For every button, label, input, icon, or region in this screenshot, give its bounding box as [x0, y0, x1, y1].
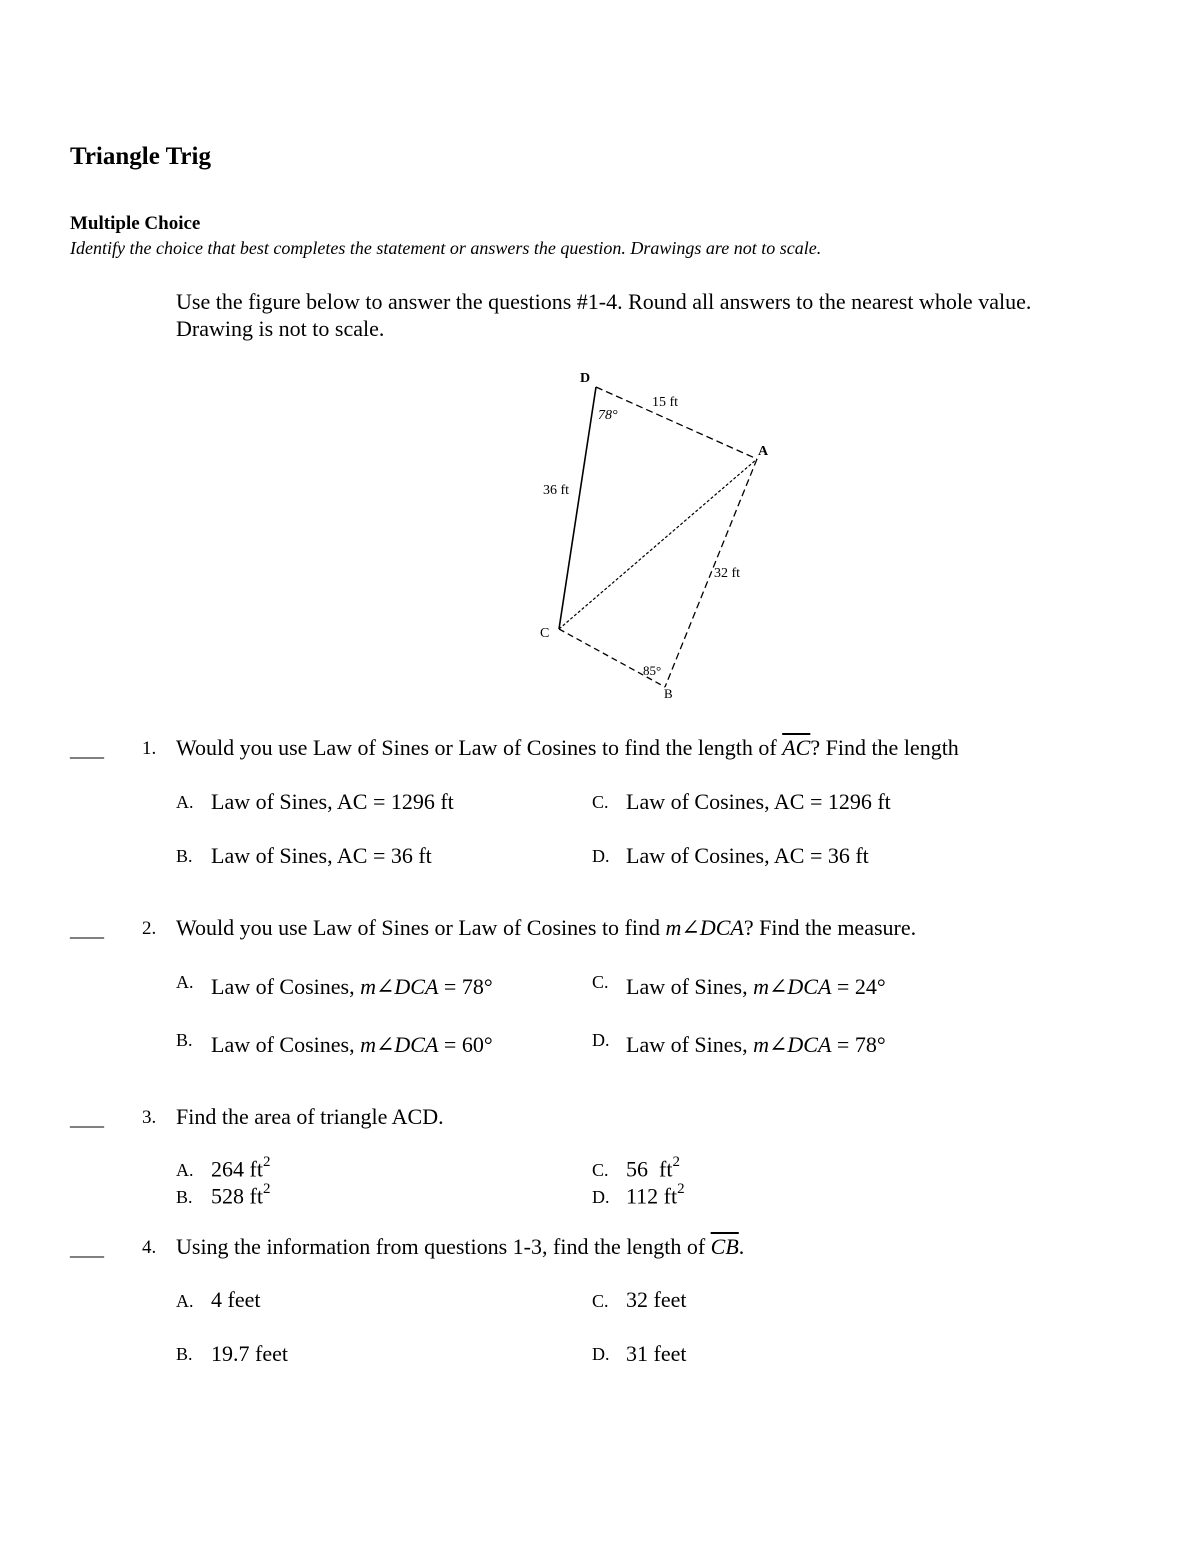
side-ab-label: 32 ft — [714, 566, 741, 581]
answer-blank-3[interactable]: ____ — [70, 1108, 102, 1130]
side-ab — [665, 459, 757, 687]
choice-text: Law of Cosines, AC = 1296 ft — [626, 789, 891, 814]
side-cb — [559, 629, 665, 687]
angle-dca: m∠DCA — [665, 915, 744, 940]
choice-text: 31 feet — [626, 1341, 687, 1366]
question-number: 4. — [142, 1237, 157, 1258]
choice-letter: D. — [592, 1344, 610, 1364]
choice-letter: A. — [176, 972, 194, 992]
question-number: 3. — [142, 1107, 157, 1128]
choice-letter: B. — [176, 846, 193, 866]
choice-letter: D. — [592, 1187, 610, 1207]
choice-letter: A. — [176, 1160, 194, 1180]
choice-text: Law of Sines, m∠DCA = 78° — [626, 1032, 886, 1057]
choice-letter: B. — [176, 1030, 193, 1050]
side-ca — [559, 459, 757, 629]
choice-text: Law of Sines, AC = 1296 ft — [211, 789, 454, 814]
choice-letter: C. — [592, 1160, 609, 1180]
choice-text: Law of Sines, m∠DCA = 24° — [626, 974, 886, 999]
answer-blank-4[interactable]: ____ — [70, 1238, 102, 1260]
side-dc — [559, 387, 596, 629]
choice-text: 264 $ft^2$ — [211, 1154, 271, 1182]
choice-text: Law of Cosines, m∠DCA = 78° — [211, 974, 493, 999]
choice-letter: A. — [176, 792, 194, 812]
vertex-a-label: A — [758, 444, 769, 459]
choice-text: Law of Cosines, AC = 36 ft — [626, 843, 869, 868]
intro-line-2: Drawing is not to scale. — [176, 316, 385, 341]
choice-text: 56 $ft^2$ — [626, 1154, 680, 1182]
question-number: 2. — [142, 918, 157, 939]
choice-text: 19.7 feet — [211, 1341, 288, 1366]
choice-text: Law of Sines, AC = 36 ft — [211, 843, 432, 868]
choice-letter: D. — [592, 1030, 610, 1050]
vertex-b-label: B — [664, 686, 673, 701]
choice-letter: A. — [176, 1291, 194, 1311]
choice-text: 4 feet — [211, 1287, 261, 1312]
angle-b-label: 85° — [643, 663, 662, 678]
vertex-d-label: D — [580, 371, 591, 386]
answer-blank-1[interactable]: ____ — [70, 739, 102, 761]
angle-d-label: 78° — [598, 408, 618, 423]
choice-letter: B. — [176, 1187, 193, 1207]
section-heading: Multiple Choice — [70, 213, 201, 234]
instructions: Identify the choice that best completes the statement or answers the question. Drawings are not to scale. — [70, 238, 822, 258]
choice-letter: C. — [592, 792, 609, 812]
choice-text: 528 $ft^2$ — [211, 1181, 271, 1209]
answer-blank-2[interactable]: ____ — [70, 919, 102, 941]
choice-text: 112 $ft^2$ — [626, 1181, 685, 1209]
question-2-text: Would you use Law of Sines or Law of Cosines to find m∠DCA? Find the measure. — [176, 915, 917, 940]
choice-letter: D. — [592, 846, 610, 866]
question-number: 1. — [142, 738, 157, 759]
question-4-text: Using the information from questions 1-3, find the length of $\overline{CB}$. — [176, 1234, 745, 1259]
vertex-c-label: C — [540, 626, 550, 641]
choice-text: 32 feet — [626, 1287, 687, 1312]
side-da-label: 15 ft — [652, 395, 679, 410]
intro-line-1: Use the figure below to answer the questions #1-4. Round all answers to the nearest whole value. — [176, 289, 1032, 314]
question-3-text: Find the area of triangle ACD. — [176, 1104, 444, 1129]
question-1-text: Would you use Law of Sines or Law of Cosines to find the length of $\overline{AC}$? Find the length — [176, 735, 959, 760]
choice-text: Law of Cosines, m∠DCA = 60° — [211, 1032, 493, 1057]
segment-cb: $\overline{CB}$ — [710, 1234, 739, 1259]
side-dc-label: 36 ft — [543, 483, 570, 498]
choice-letter: C. — [592, 1291, 609, 1311]
segment-ac: $\overline{AC}$ — [782, 735, 811, 760]
choice-letter: C. — [592, 972, 609, 992]
choice-letter: B. — [176, 1344, 193, 1364]
triangle-figure — [530, 360, 790, 705]
page-title: Triangle Trig — [70, 143, 211, 170]
